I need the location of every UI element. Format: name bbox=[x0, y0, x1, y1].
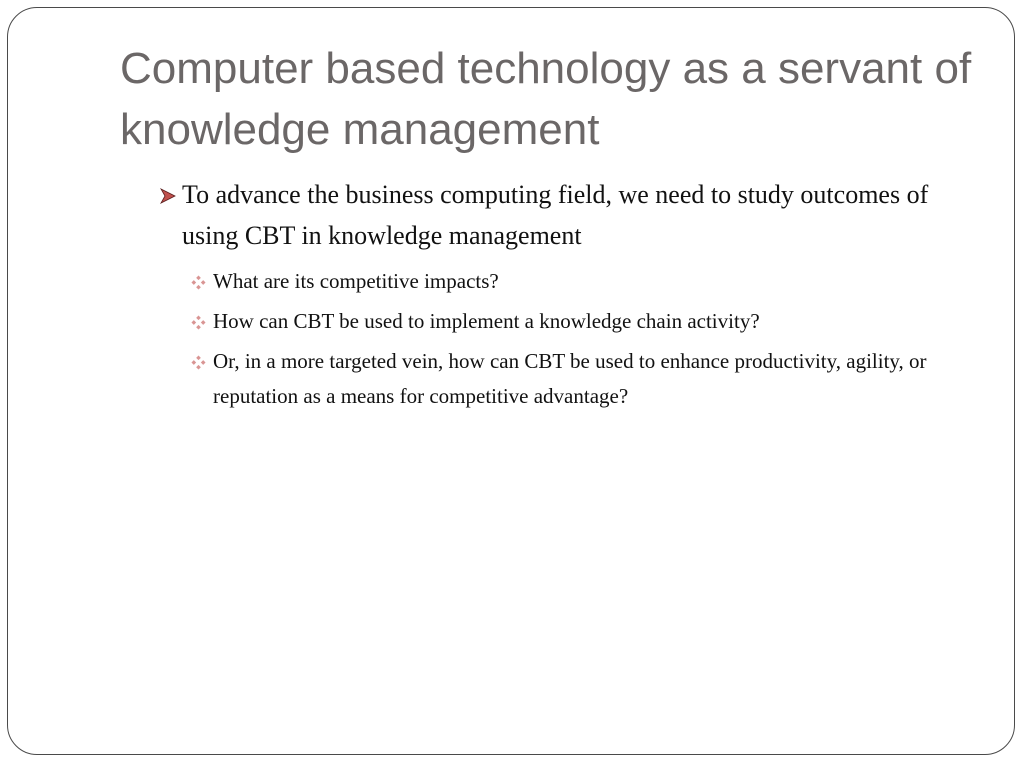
sub-bullet-item bbox=[190, 304, 978, 339]
sub-bullet-item bbox=[190, 344, 978, 414]
slide-frame bbox=[7, 7, 1015, 755]
sub-bullet-list bbox=[158, 264, 978, 414]
bullet-text: To advance the business computing field, we need to study outcomes of using CBT in knowledge management bbox=[182, 180, 929, 250]
sub-bullet-text: Or, in a more targeted vein, how can CBT be used to enhance productivity, agility, or reputation as a means for competitive advantage? bbox=[213, 349, 927, 408]
bullet-item bbox=[158, 174, 978, 256]
arrowhead-bullet-icon bbox=[160, 174, 178, 215]
sub-bullet-text: What are its competitive impacts? bbox=[213, 269, 499, 293]
diamond-bullet-icon bbox=[190, 304, 208, 339]
diamond-bullet-icon bbox=[190, 264, 208, 299]
diamond-bullet-icon bbox=[190, 344, 208, 379]
sub-bullet-text: How can CBT be used to implement a knowledge chain activity? bbox=[213, 309, 760, 333]
slide-title: Computer based technology as a servant of knowledge management bbox=[120, 44, 972, 154]
slide-body bbox=[158, 174, 978, 419]
sub-bullet-item bbox=[190, 264, 978, 299]
